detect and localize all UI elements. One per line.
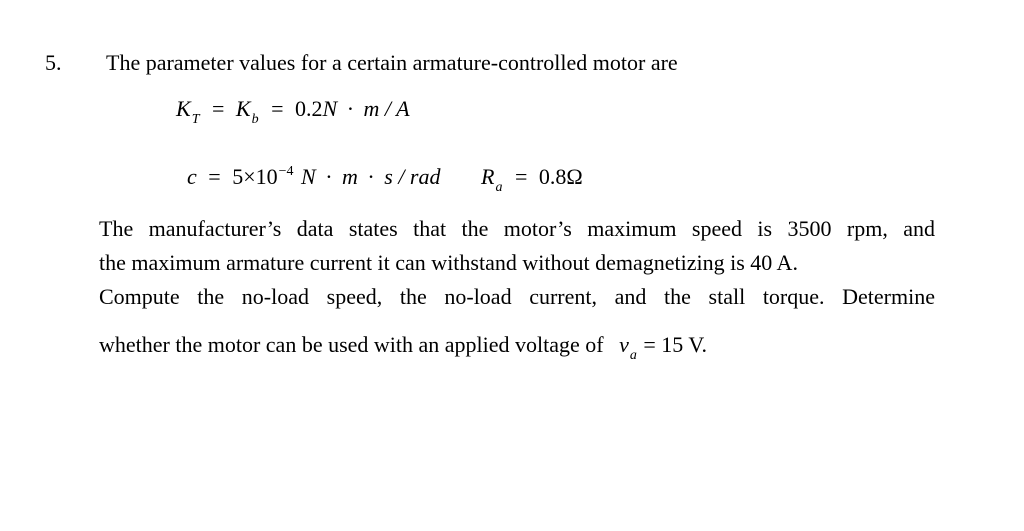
equals-sign: = (208, 164, 221, 189)
resistance-value: 0.8Ω (538, 164, 583, 189)
kb-subscript: b (251, 112, 259, 127)
unit-per-radian: / rad (398, 164, 441, 189)
unit-dot: · (367, 164, 375, 189)
unit-second: s (384, 164, 393, 189)
equals-sign: = (271, 96, 284, 121)
kb-symbol: K (235, 96, 251, 121)
problem-number: 5. (45, 50, 62, 75)
unit-newton: N (301, 164, 316, 189)
paragraph-line-2: the maximum armature current it can withstand without demagnetizing is 40 A. (99, 250, 798, 275)
torque-constant-equation (176, 96, 410, 127)
r-subscript: a (495, 180, 503, 195)
voltage-subscript: a (629, 348, 637, 363)
voltage-value: = 15 V. (643, 332, 707, 357)
voltage-symbol: v (619, 332, 629, 357)
equals-sign: = (514, 164, 528, 189)
damping-equation (187, 164, 441, 190)
paragraph-line-3: Compute the no-load speed, the no-load current, and the stall torque. Determine (99, 284, 935, 309)
problem-intro: The parameter values for a certain armature-controlled motor are (106, 50, 678, 75)
r-symbol: R (481, 164, 495, 189)
paragraph-line-4-text: whether the motor can be used with an applied voltage of (99, 332, 604, 357)
unit-meter: m (363, 96, 380, 121)
unit-meter: m (342, 164, 358, 189)
paragraph-line-1: The manufacturer’s data states that the motor’s maximum speed is 3500 rpm, and (99, 216, 935, 241)
c-symbol: c (187, 164, 197, 189)
unit-dot: · (346, 96, 355, 121)
damping-exponent: −4 (278, 164, 294, 179)
equals-sign: = (211, 96, 225, 121)
paragraph-line-4 (99, 332, 707, 363)
unit-dot: · (325, 164, 333, 189)
unit-newton: N (322, 96, 338, 121)
kt-symbol: K (176, 96, 191, 121)
kt-subscript: T (191, 112, 200, 127)
constant-value: 0.2 (295, 96, 323, 121)
damping-mantissa: 5×10 (232, 164, 278, 189)
unit-per-ampere: / A (384, 96, 410, 121)
resistance-equation (481, 164, 583, 195)
